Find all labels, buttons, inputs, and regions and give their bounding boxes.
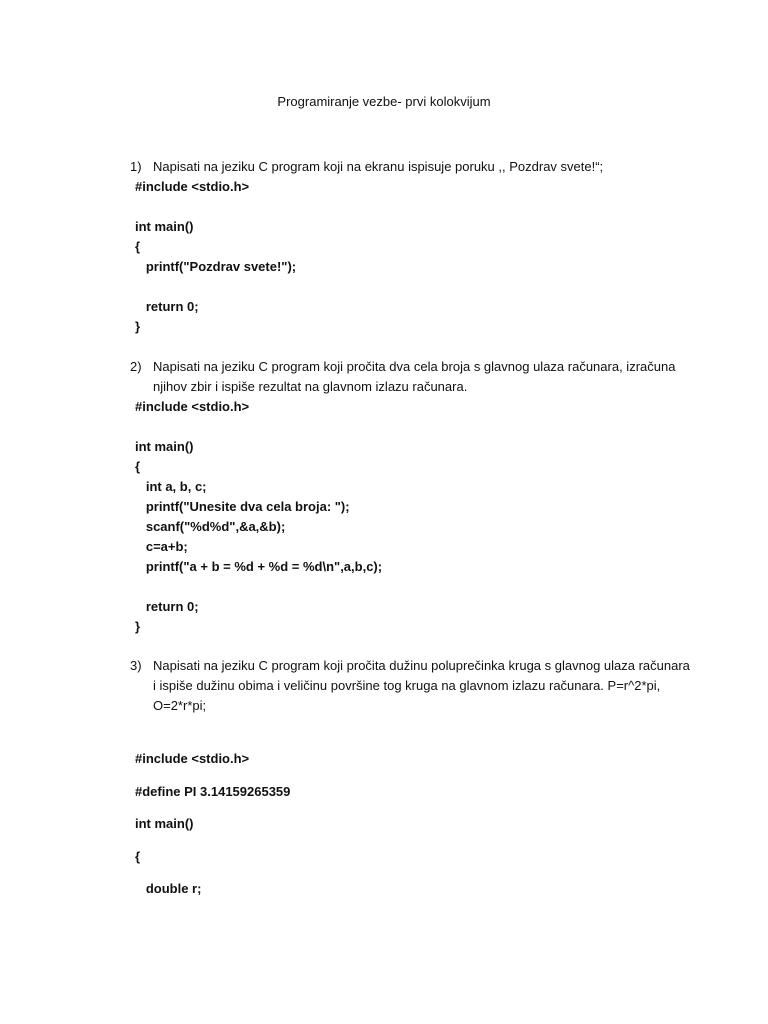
task-text: Napisati na jeziku C program koji pročita dužinu poluprečinka kruga s glavnog ulaza računara i ispiše dužinu obima i veličinu površine tog kruga na glavnom izlazu računara. P=r^2*pi, O=2*r*pi; (153, 658, 690, 713)
task-3-code: #include <stdio.h> #define PI 3.14159265359 int main() { double r; (135, 751, 291, 896)
task-2-statement (130, 357, 690, 397)
task-1-code: #include <stdio.h> int main() { printf("Pozdrav svete!"); return 0; } (135, 179, 297, 334)
task-1-statement (130, 157, 690, 177)
task-3-statement (130, 656, 690, 716)
task-text: Napisati na jeziku C program koji pročita dva cela broja s glavnog ulaza računara, izračuna njihov zbir i ispiše rezultat na glavnom izlazu računara. (153, 359, 676, 394)
task-2-code: #include <stdio.h> int main() { int a, b, c; printf("Unesite dva cela broja: "); scanf("%d%d",&a,&b); c=a+b; printf("a + b = %d + %d = %d\n",a,b,c); return 0; } (135, 399, 383, 634)
task-text: Napisati na jeziku C program koji na ekranu ispisuje poruku ,, Pozdrav svete!“; (153, 159, 604, 174)
task-number: 3) (130, 658, 142, 673)
document-title: Programiranje vezbe- prvi kolokvijum (277, 94, 491, 109)
task-number: 1) (130, 159, 142, 174)
task-number: 2) (130, 359, 142, 374)
